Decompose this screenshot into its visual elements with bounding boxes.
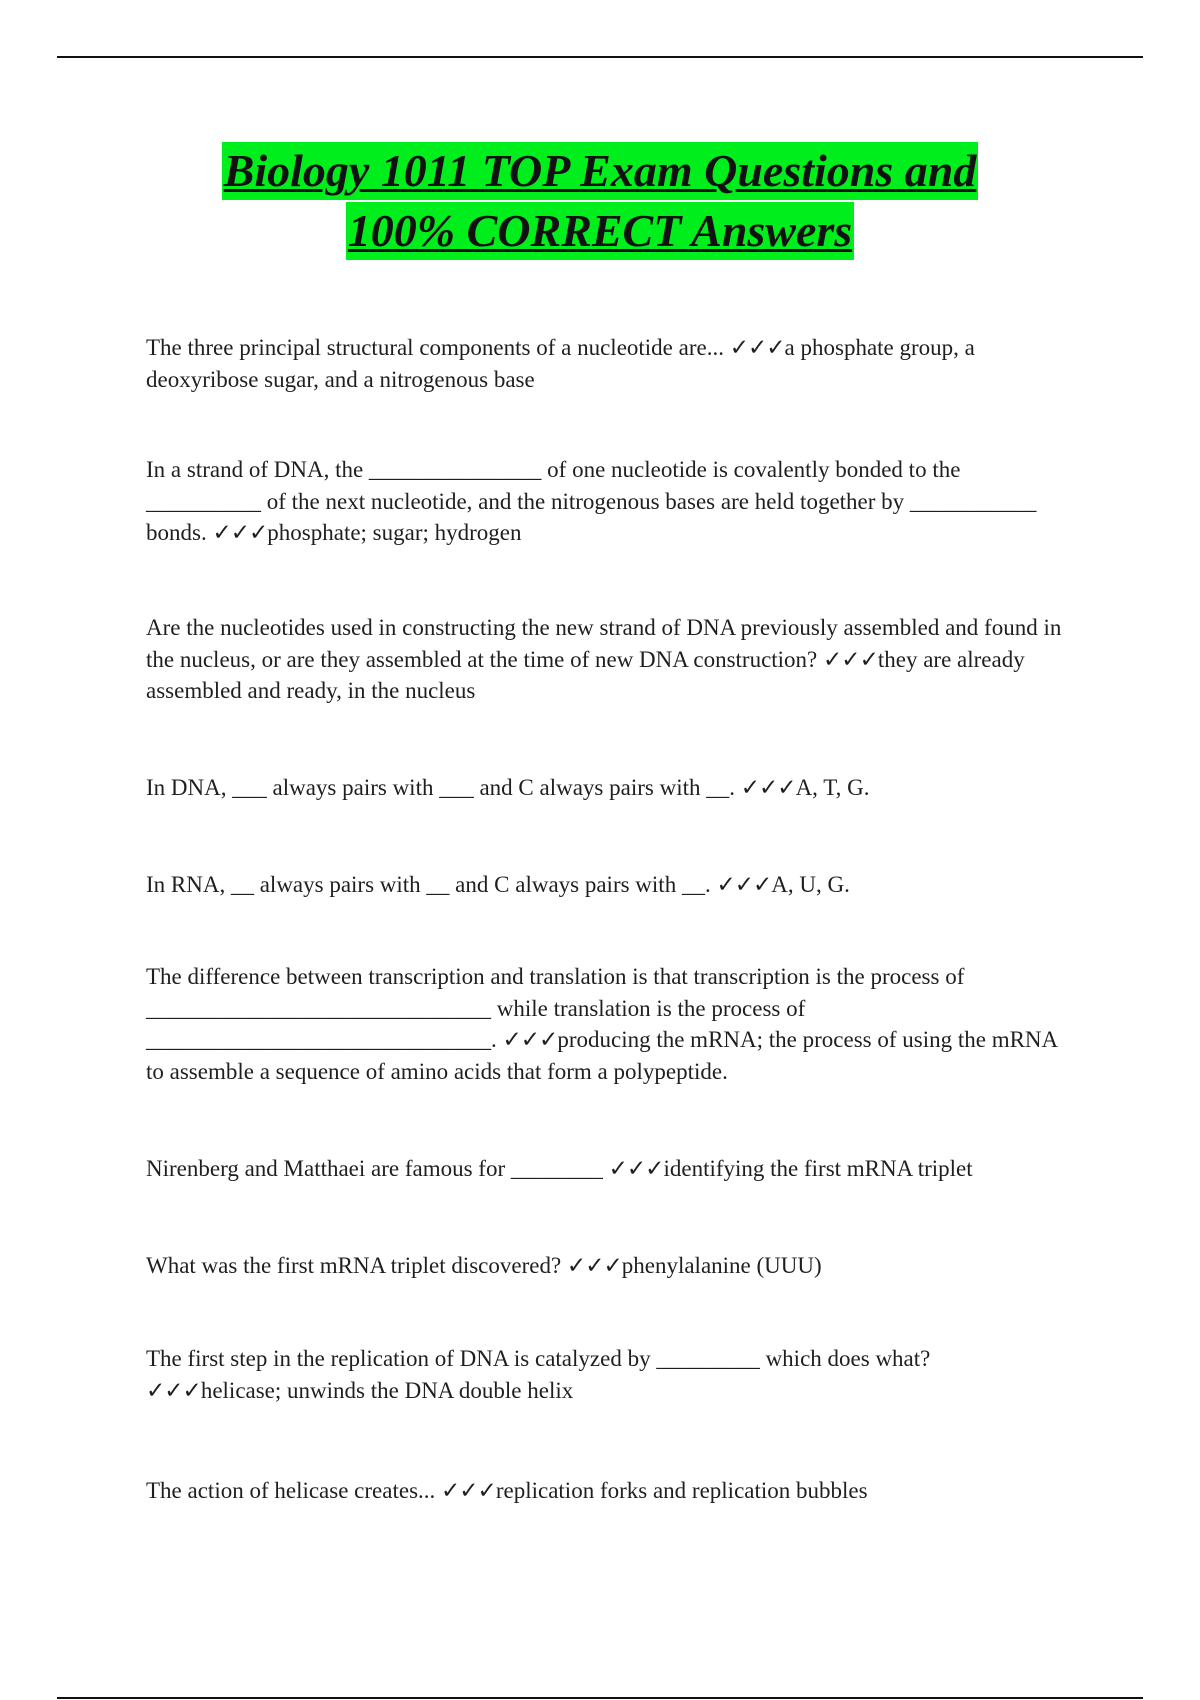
check-icon: ✓✓✓	[716, 872, 772, 897]
answer-text: A, U, G.	[771, 872, 850, 897]
qa-item-1	[146, 332, 1066, 395]
qa-item-5	[146, 869, 1066, 901]
qa-item-7	[146, 1153, 1066, 1185]
check-icon: ✓✓✓	[740, 775, 796, 800]
question-text: The three principal structural components of a nucleotide are...	[146, 335, 724, 360]
question-text: The action of helicase creates...	[146, 1478, 436, 1503]
check-icon: ✓✓✓	[729, 335, 785, 360]
document-title	[0, 142, 1200, 260]
answer-text: phenylalanine (UUU)	[621, 1253, 822, 1278]
answer-text: they are already assembled and ready, in the nucleus	[146, 646, 1025, 703]
answer-text: A, T, G.	[795, 775, 870, 800]
qa-item-6	[146, 961, 1066, 1087]
answer-text: producing the mRNA; the process of using the mRNA to assemble a sequence of amino acids that form a polypeptide.	[146, 1027, 1057, 1084]
title-line-2: 100% CORRECT Answers	[346, 202, 854, 260]
check-icon: ✓✓✓	[212, 520, 268, 545]
check-icon: ✓✓✓	[146, 1377, 201, 1403]
check-icon: ✓✓✓	[502, 1027, 558, 1052]
question-text: Are the nucleotides used in constructing the new strand of DNA previously assembled and found in the nucleus, or are they assembled at the time of new DNA construction?	[146, 615, 1062, 672]
question-text: In RNA, __ always pairs with __ and C always pairs with __.	[146, 872, 711, 897]
qa-item-4	[146, 772, 1066, 804]
check-icon: ✓✓✓	[823, 646, 878, 672]
check-icon: ✓✓✓	[441, 1478, 496, 1503]
answer-text: helicase; unwinds the DNA double helix	[200, 1377, 574, 1403]
question-text: The difference between transcription and translation is that transcription is the process of ______________________________ while translation is the process of ______________________________.	[146, 964, 965, 1052]
qa-item-3	[146, 612, 1066, 707]
qa-item-8	[146, 1250, 1066, 1282]
answer-text: phosphate; sugar; hydrogen	[267, 520, 522, 545]
header-rule	[57, 56, 1143, 58]
answer-text: replication forks and replication bubbles	[495, 1478, 868, 1503]
question-text: Nirenberg and Matthaei are famous for ________	[146, 1156, 603, 1181]
footer-rule	[57, 1697, 1143, 1699]
answer-text: identifying the first mRNA triplet	[663, 1156, 973, 1181]
qa-item-9	[146, 1343, 1066, 1406]
question-text: In a strand of DNA, the _______________ of one nucleotide is covalently bonded to the __________ of the next nucleotide, and the nitrogenous bases are held together by ___________ bonds.	[146, 457, 1037, 545]
question-text: In DNA, ___ always pairs with ___ and C always pairs with __.	[146, 775, 735, 800]
qa-item-2	[146, 454, 1066, 549]
question-text: What was the first mRNA triplet discovered?	[146, 1253, 562, 1278]
answer-text: a phosphate group, a deoxyribose sugar, and a nitrogenous base	[146, 335, 975, 392]
check-icon: ✓✓✓	[608, 1156, 664, 1181]
qa-item-10	[146, 1475, 1066, 1507]
check-icon: ✓✓✓	[566, 1253, 622, 1278]
question-text: The first step in the replication of DNA is catalyzed by _________ which does what?	[146, 1346, 931, 1371]
title-line-1: Biology 1011 TOP Exam Questions and	[222, 142, 979, 200]
